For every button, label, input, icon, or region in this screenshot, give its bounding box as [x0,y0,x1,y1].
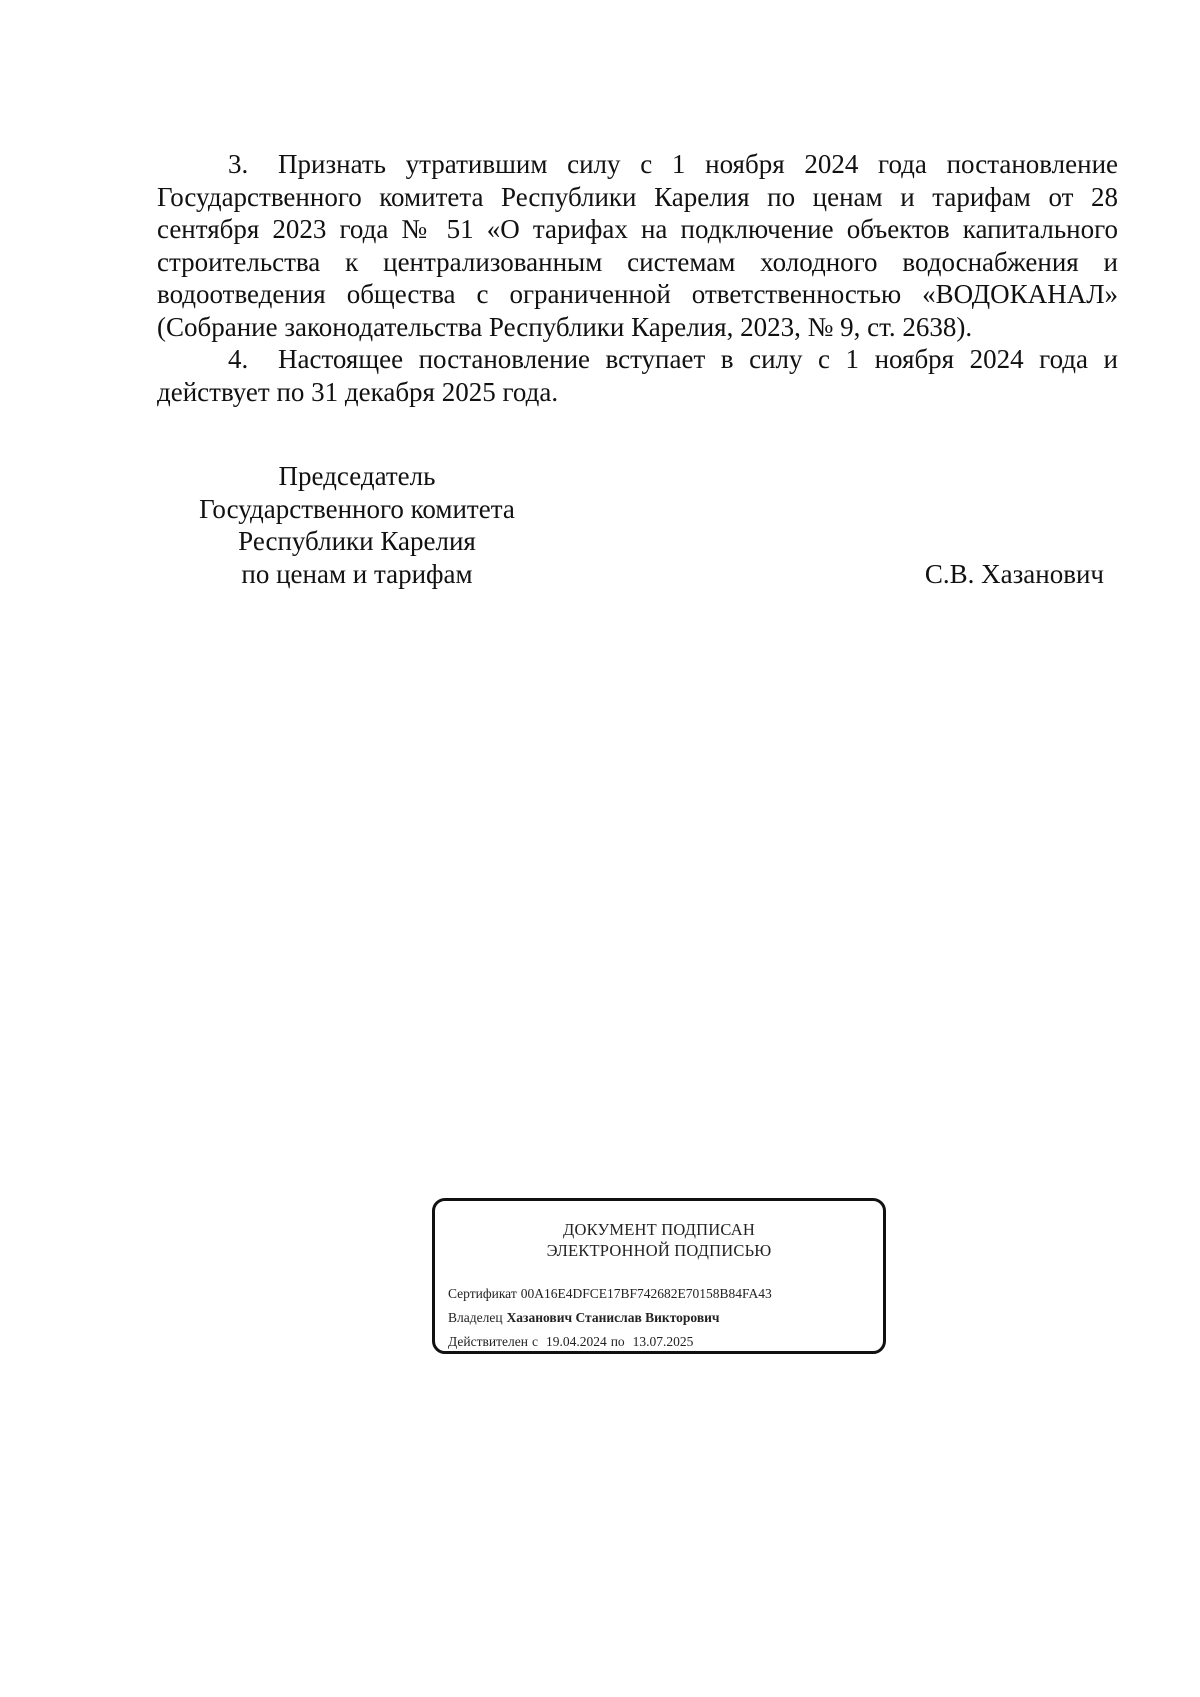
stamp-heading-line: ДОКУМЕНТ ПОДПИСАН [563,1220,755,1239]
signatory-name: С.В. Хазанович [924,558,1104,589]
valid-to-date: 13.07.2025 [632,1334,694,1349]
valid-from-date: 19.04.2024 [545,1334,607,1349]
paragraph-number: 4. [228,344,249,374]
owner-label: Владелец [448,1310,503,1325]
valid-from-label: с [531,1334,538,1349]
stamp-heading-line: ЭЛЕКТРОННОЙ ПОДПИСЬЮ [546,1241,772,1260]
electronic-signature-stamp [432,1198,886,1354]
paragraph-number: 3. [228,149,249,179]
paragraph-text: Настоящее постановление вступает в силу с 1 ноября 2024 года и действует по 31 декабря 2025 года. [157,344,1118,407]
position-line: Республики Карелия [238,526,476,556]
signatory-position [157,460,557,590]
validity-row [448,1330,772,1354]
position-line: Председатель [278,461,436,491]
owner-value: Хазанович Станислав Викторович [506,1310,720,1325]
position-line: по ценам и тарифам [241,558,473,589]
owner-row [448,1306,772,1330]
validity-label: Действителен [448,1334,528,1349]
paragraph-3 [157,148,1118,343]
paragraph-text: Признать утратившим силу с 1 ноября 2024 года постановление Государственного комитета Республики Карелия по ценам и тарифам от 28 сентября 2023 года № 51 «О тарифах на подключение объектов капитального строительства к централизованным системам холодного водоснабжения и водоотведения общества с ограниченной ответственностью «ВОДОКАНАЛ» (Собрание законодательства Республики Карелия, 2023, № 9, ст. 2638). [157,149,1118,342]
valid-to-label: по [610,1334,625,1349]
stamp-details [448,1282,772,1354]
certificate-row [448,1282,772,1306]
document-body [157,148,1118,408]
certificate-label: Сертификат [448,1286,517,1301]
position-line: Государственного комитета [199,493,515,524]
stamp-heading [435,1219,883,1261]
paragraph-4 [157,343,1118,408]
certificate-value: 00A16E4DFCE17BF742682E70158B84FA43 [520,1286,772,1301]
